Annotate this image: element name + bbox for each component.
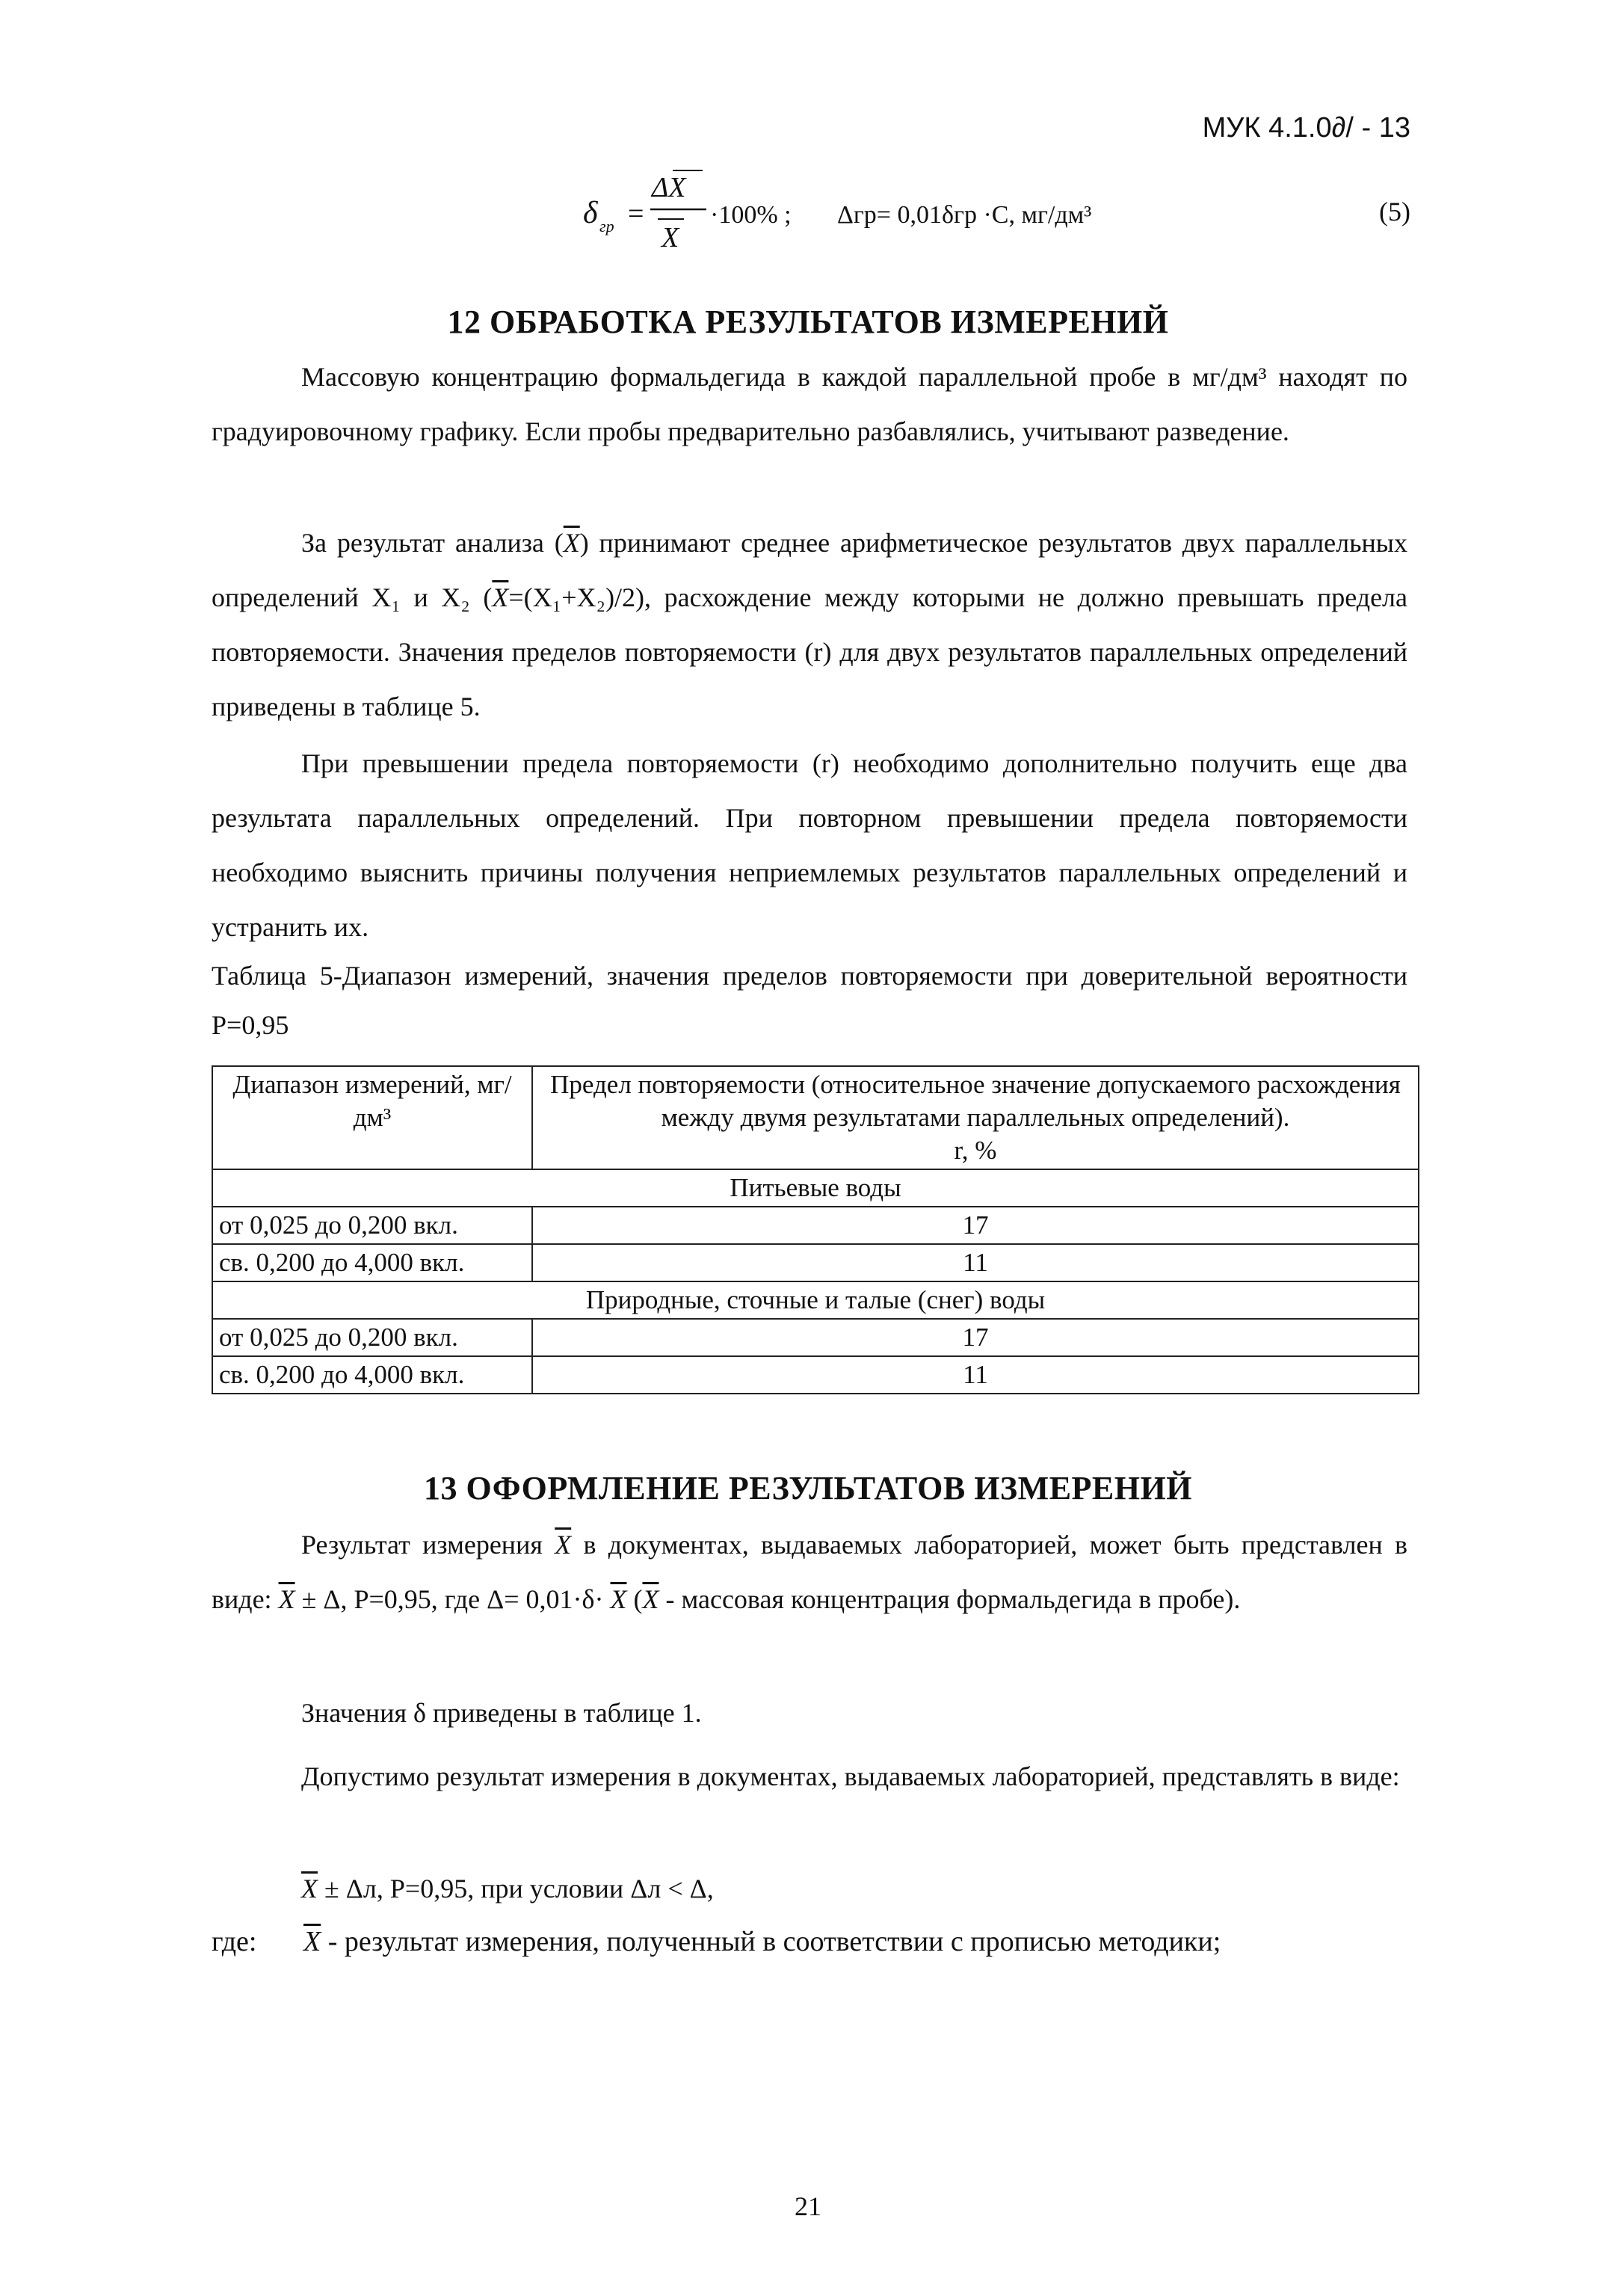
section-12-paragraph-1: Массовую концентрацию формальдегида в каждой параллельной пробе в мг/дм³ находят по градуировочному графику. Если пробы предварительно разбавлялись, учитывают разведение. [212,362,1407,446]
table-row: от 0,025 до 0,200 вкл. 17 [212,1207,1419,1244]
formula-numerator: ΔX [652,172,686,203]
formula-delta-sub: гр [599,217,614,236]
where-label: где: [212,1926,257,1957]
formula-svg [583,163,1405,260]
document-code: МУК 4.1.0∂/ - 13 [1202,112,1410,144]
where-definition: где: $\overline{X}$ - результат измерения, полученный в соответствии с прописью методики; [212,1926,1221,1957]
table-5-caption: Таблица 5-Диапазон измерений, значения пределов повторяемости при доверительной вероятности Р=0,95 [212,961,1407,1040]
equation-number: (5) [1379,197,1410,227]
table-header-row [212,1066,1419,1169]
table-group-row: Природные, сточные и талые (снег) воды [212,1281,1419,1319]
table-header-range: Диапазон измерений, мг/дм³ [212,1066,532,1169]
section-12-paragraph-3: При превышении предела повторяемости (r) необходимо дополнительно получить еще два результата параллельных определений. При повторном превышении предела повторяемости необходимо выяснить причины получения неприемлемых результатов параллельных определений и устранить их. [212,748,1407,942]
section-13-paragraph-2: Значения δ приведены в таблице 1. [301,1698,702,1728]
table-row: от 0,025 до 0,200 вкл. 17 [212,1319,1419,1356]
page-number: 21 [795,2191,821,2221]
section-12-title: 12 ОБРАБОТКА РЕЗУЛЬТАТОВ ИЗМЕРЕНИЙ [447,304,1169,340]
table-row: св. 0,200 до 4,000 вкл. 11 [212,1356,1419,1394]
table-5 [212,1065,1419,1394]
section-13-paragraph-4: $\overline{X} \pm \Delta л$, Р=0,95, при условии Δл < Δ, [301,1874,714,1903]
section-13-title: 13 ОФОРМЛЕНИЕ РЕЗУЛЬТАТОВ ИЗМЕРЕНИЙ [424,1470,1192,1506]
formula-denominator: X [661,222,679,253]
formula-delta: δ [583,196,598,230]
table-group-row: Питьевые воды [212,1169,1419,1207]
where-text: - результат измерения, полученный в соответствии с прописью методики; [327,1926,1221,1957]
section-13-paragraph-3: Допустимо результат измерения в документах, выдаваемых лабораторией, представлять в виде: [301,1761,1400,1791]
section-12-paragraph-2: За результат анализа $(\overline{X})$ принимают среднее арифметическое результатов двух параллельных определений X₁ и X₂ $(\overline{X}=(X_1+X_2)/2)$, расхождение между которыми не должно превышать предела повторяемости. Значения пределов повторяемости (r) для двух результатов параллельных определений приведены в таблице 5. [212,528,1407,721]
formula-abs-error: Δгр= 0,01δгр ·С, мг/дм³ [837,201,1092,229]
formula-eq: = [628,198,644,230]
formula-times-100: ·100% ; [710,201,792,229]
table-header-repeatability: Предел повторяемости (относительное значение допускаемого расхождения между двумя результатами параллельных определений). r, % [532,1066,1419,1169]
formula-5 [583,163,1405,260]
section-13-paragraph-1: Результат измерения $\overline{X}$ в документах, выдаваемых лабораторией, может быть представлен в виде: $\overline{X} \pm \Delta$, Р=0,95, где $\Delta= 0,01\cdot\delta\cdot \overline{X}$ ($\overline{X}$ - массовая концентрация формальдегида в пробе). [212,1530,1408,1614]
table-row: св. 0,200 до 4,000 вкл. 11 [212,1244,1419,1281]
